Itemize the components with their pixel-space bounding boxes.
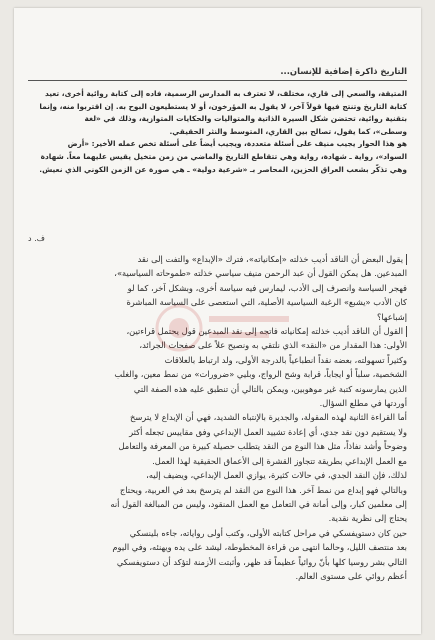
question-line: يقول البعض أن الناقد أديب خذلته «إمكانياته»، فترك «الإبداع» والتفت إلى نقد	[28, 252, 407, 266]
quote-bar	[406, 326, 407, 337]
answer-line: مع العمل الإبداعي بطريقة تتجاوز القشرة إلى الأعماق الحقيقية لهذا العمل.	[152, 455, 407, 466]
watermark-logo-icon	[149, 298, 299, 358]
answer-line: ولا يستقيم دون نقد جدي، أي إعادة تشييد العمل الإبداعي وفق مقاييس تجعله أكثر	[129, 426, 407, 437]
question-line: فهجر السياسة وانصرف إلى الأدب، ليمارس فيه سياسة أخرى، وبشكل آخر، كما لو	[127, 282, 407, 293]
text-line: هو هذا الحوار يجيب منيف على أسئلة متعددة، ويجيب أيضاً على أسئلة تخص عمله الأخير: «أرض	[67, 139, 407, 149]
text-line: وهي تذكّر بشعب العراق الحزين، المحاصر بـ «شرعية دولية» ـ هي صورة عن الزمن الكوني الذي نعيش.	[39, 164, 407, 174]
answer-line: إلى معلمين كبار، وإلى أمانة في التعامل مع العمل المنقود، وليس من المبالغة القول أنه	[110, 498, 407, 509]
question-line: المبدعين. هل يمكن القول أن عبد الرحمن منيف سياسي خذلته «طموحاته السياسية»،	[114, 268, 407, 279]
text-line: بتقنية روائية، تحتضن شكل السيرة الذاتية والمتواليات والحكايات المتوازية، وذلك في «لغة	[84, 114, 407, 124]
answer-line: يحتاج إلى نظرية نقدية.	[328, 513, 407, 524]
answer-line: أوردتها في مطلع السؤال.	[319, 398, 407, 409]
answer-line: وضوحاً وأشد نفاذاً، مثل هذا النوع من النقد يتطلب حصيلة كبيرة من المعرفة والتعامل	[118, 441, 407, 452]
answer-line: الشخصية، سلباً أو ايجاباً، قرابة وشح الرواج، وبليي «ضرورات» من نمط معين، والغلب	[114, 369, 407, 380]
answer-line: وبالتالي فهو إبداع من نمط آخر. هذا النوع من النقد لم يترسخ بعد في العربية، ويحتاج	[119, 484, 407, 495]
answer-line: القول أن الناقد أديب خذلته إمكانياته فاتجه إلى نقد المبدعين قول يحتمل قراءتين،	[28, 324, 407, 338]
answer-line: التالي بشر روسيا كلها بأنّ روائياً عظيماً قد ظهر، وأثبتت الأزمنة لتؤكد أن دستويفسكي	[116, 556, 407, 567]
answer-line: أعظم روائي على مستوى العالم.	[295, 570, 407, 581]
signature: ف. د	[28, 234, 45, 243]
running-header: التاريخ ذاكرة إضافية للإنسان...	[28, 66, 407, 81]
text-line: السواد»، رواية ـ شهادة، رواية وهي تتقاطع التاريخ والماضي من زمن متخيل يقيس عليهما معاً. شهادة	[40, 151, 407, 161]
text-line: المتيقة، والسعي إلى قاري، مختلف، لا تعترف به المدارس الرسمية، فاده إلى كتابة روائية أخرى، تعيد	[44, 89, 407, 98]
text-line: كتابة التاريخ وتنتج فيها قولاً آخر، لا يقول به المؤرخون، أو لا يستطيعون البوح به. إن اقتربوا منه، وإنما	[39, 101, 407, 111]
question-line: كان الأدب «يشبع» الرغبة السياسية الأصلية، التي استعصى على السياسة المباشرة	[126, 297, 407, 308]
answer-line: الذين يمارسونه كتبة غير موهوبين، ويمكن بالتالي أن تنطبق عليه هذه الصفة التي	[133, 383, 407, 394]
answer-line: الأولى: هذا المقدار من «النقد» الذي نلتقي به ونصيح علاً على صفحات الجرائد،	[139, 340, 407, 351]
book-page	[14, 8, 421, 634]
answer-line: وكثيراً تسهولته، بعضه نقداً انطباعياً بالدرجة الأولى، ولد ارتباط بالعلاقات	[164, 354, 407, 365]
answer-line: لذلك، فإن النقد الجدي، في حالات كثيرة، يوازي العمل الإبداعي، ويضيف إليه،	[146, 470, 407, 481]
answer-line: بعد منتصف الليل، وحالما انتهى من قراءة المخطوطة، ليشد على يده ويهنئه، وفي اليوم	[112, 542, 407, 553]
text-line: وسطى»، كما يقول، تصالح بين القاري، المتوسط والنثر الحقيقي.	[169, 126, 407, 136]
quote-bar	[406, 254, 407, 265]
preface-text	[28, 88, 407, 176]
answer-line: حين كان دستويفسكي في مراحل كتابته الأولى، وكتب أولى رواياته، جاءه بلينسكي	[129, 527, 407, 538]
question-line: إشباعها؟	[377, 311, 407, 322]
answer-line: أما القراءة الثانية لهذه المقولة، والجديرة بالإنتباه الشديد، فهي أن الإبداع لا يترسخ	[129, 412, 407, 423]
